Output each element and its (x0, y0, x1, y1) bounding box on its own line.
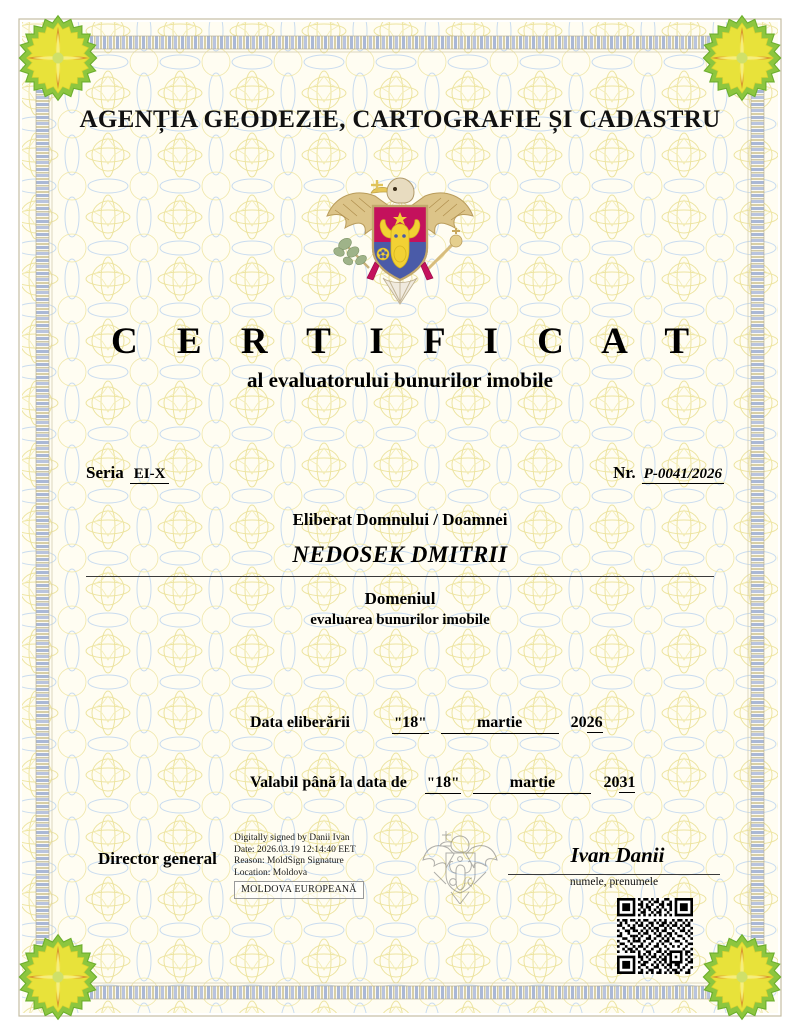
certificate-heading: C E R T I F I C A T (110, 321, 705, 362)
signer-caption: numele, prenumele (569, 876, 659, 888)
signer-rule (508, 874, 720, 875)
signature-date: Date: 2026.03.19 12:14:40 EET (234, 844, 356, 855)
signature-location: Location: Moldova (234, 867, 308, 878)
valid-until-day: 18 (435, 774, 452, 791)
issue-date-row (250, 714, 603, 734)
issue-date-year (571, 714, 603, 732)
moldova-coat-of-arms-emblem (315, 158, 485, 308)
valid-year-suffix: 31 (619, 774, 636, 791)
valid-until-month: martie (473, 774, 591, 794)
valid-year-prefix: 20 (603, 774, 620, 791)
valid-until-label: Valabil până la data de (250, 774, 407, 791)
number-value: P-0041/2026 (643, 466, 722, 482)
issue-date-month: martie (441, 714, 559, 734)
series-value: EI-X (130, 466, 170, 484)
series-group (86, 463, 169, 483)
number-label: Nr. (613, 463, 636, 482)
qr-code[interactable] (612, 898, 698, 974)
number-group (613, 463, 724, 483)
issue-date-day: 18 (402, 714, 419, 731)
domain-value: evaluarea bunurilor imobile (310, 612, 490, 628)
valid-until-day-field (425, 774, 462, 794)
issue-year-prefix: 20 (570, 714, 587, 731)
valid-until-year (603, 774, 635, 792)
signature-signed-by: Digitally signed by Danii Ivan (234, 833, 350, 843)
quote-open: " (393, 715, 403, 731)
signature-badge: MOLDOVA EUROPEANĂ (234, 881, 364, 899)
quote-close: " (451, 775, 460, 791)
issue-date-day-field (392, 714, 429, 734)
issue-date-label: Data eliberării (250, 714, 350, 731)
holder-name: NEDOSEK DMITRII (292, 542, 508, 567)
director-general-label: Director general (98, 849, 217, 868)
digital-signature-info (234, 833, 364, 899)
domain-label: Domeniul (364, 589, 436, 608)
signature-reason: Reason: MoldSign Signature (234, 856, 344, 867)
quote-open: " (426, 775, 436, 791)
series-number-row (86, 463, 724, 483)
issued-to-label: Eliberat Domnului / Doamnei (292, 510, 508, 529)
issue-year-suffix: 26 (586, 714, 603, 731)
quote-close: " (418, 715, 427, 731)
signer-name: Ivan Danii (570, 843, 665, 867)
series-label: Seria (86, 463, 124, 482)
embossed-seal-coat-of-arms (418, 828, 502, 904)
certificate-subtitle: al evaluatorului bunurilor imobile (247, 368, 553, 392)
valid-until-row (250, 774, 635, 794)
holder-name-rule (86, 576, 714, 577)
issuing-authority-title: AGENȚIA GEODEZIE, CARTOGRAFIE ȘI CADASTRU (79, 106, 721, 133)
